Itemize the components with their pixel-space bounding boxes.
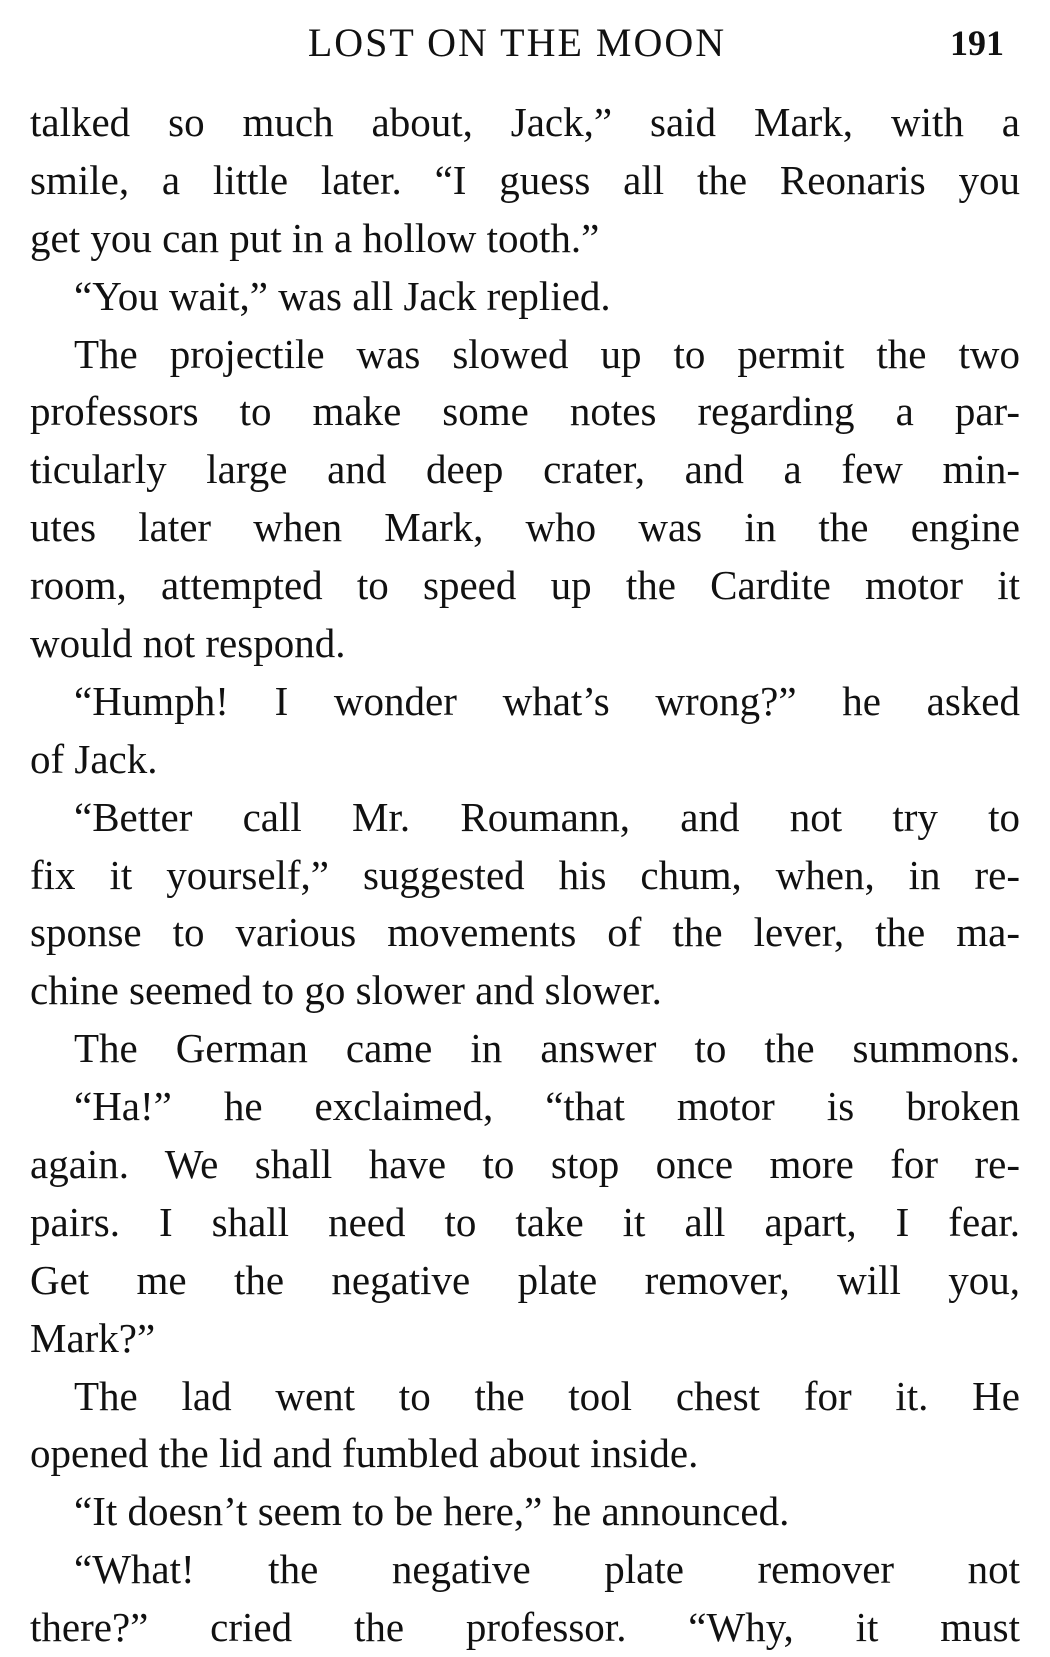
page-number: 191 bbox=[950, 23, 1004, 63]
text-line: “Ha!” he exclaimed, “that motor is broken bbox=[74, 1083, 1020, 1130]
text-line: of Jack. bbox=[30, 735, 158, 782]
text-line: pairs. I shall need to take it all apart, I fear. bbox=[30, 1198, 1020, 1245]
text-line: opened the lid and fumbled about inside. bbox=[30, 1430, 699, 1477]
text-line: “Humph! I wonder what’s wrong?” he asked bbox=[74, 677, 1020, 724]
text-line: get you can put in a hollow tooth.” bbox=[30, 214, 600, 261]
text-line: fix it yourself,” suggested his chum, when, in re- bbox=[30, 851, 1020, 898]
text-line: “You wait,” was all Jack replied. bbox=[74, 272, 611, 319]
body-text bbox=[30, 94, 1020, 1657]
text-line: would not respond. bbox=[30, 620, 346, 667]
text-line: smile, a little later. “I guess all the Reonaris you bbox=[30, 156, 1020, 203]
text-line: Get me the negative plate remover, will you, bbox=[30, 1256, 1020, 1303]
text-line: again. We shall have to stop once more for re- bbox=[30, 1141, 1020, 1188]
text-line: Mark?” bbox=[30, 1314, 156, 1361]
text-line: ticularly large and deep crater, and a few min- bbox=[30, 446, 1020, 493]
running-title: LOST ON THE MOON bbox=[307, 20, 727, 65]
text-line: The projectile was slowed up to permit the two bbox=[74, 330, 1020, 377]
text-line: there?” cried the professor. “Why, it must bbox=[30, 1604, 1020, 1651]
page-header bbox=[30, 18, 1004, 68]
text-line: utes later when Mark, who was in the engine bbox=[30, 504, 1020, 551]
text-line: talked so much about, Jack,” said Mark, with a bbox=[30, 99, 1020, 145]
text-line: The lad went to the tool chest for it. He bbox=[74, 1372, 1020, 1419]
text-line: “What! the negative plate remover not bbox=[74, 1546, 1020, 1593]
text-line: “Better call Mr. Roumann, and not try to bbox=[74, 793, 1020, 840]
text-line: room, attempted to speed up the Cardite motor it bbox=[30, 562, 1020, 609]
text-line: “It doesn’t seem to be here,” he announced. bbox=[74, 1488, 790, 1535]
text-line: chine seemed to go slower and slower. bbox=[30, 967, 662, 1014]
text-line: The German came in answer to the summons. bbox=[74, 1025, 1020, 1072]
text-line: professors to make some notes regarding a par- bbox=[30, 388, 1020, 435]
text-line: sponse to various movements of the lever, the ma- bbox=[30, 909, 1020, 956]
